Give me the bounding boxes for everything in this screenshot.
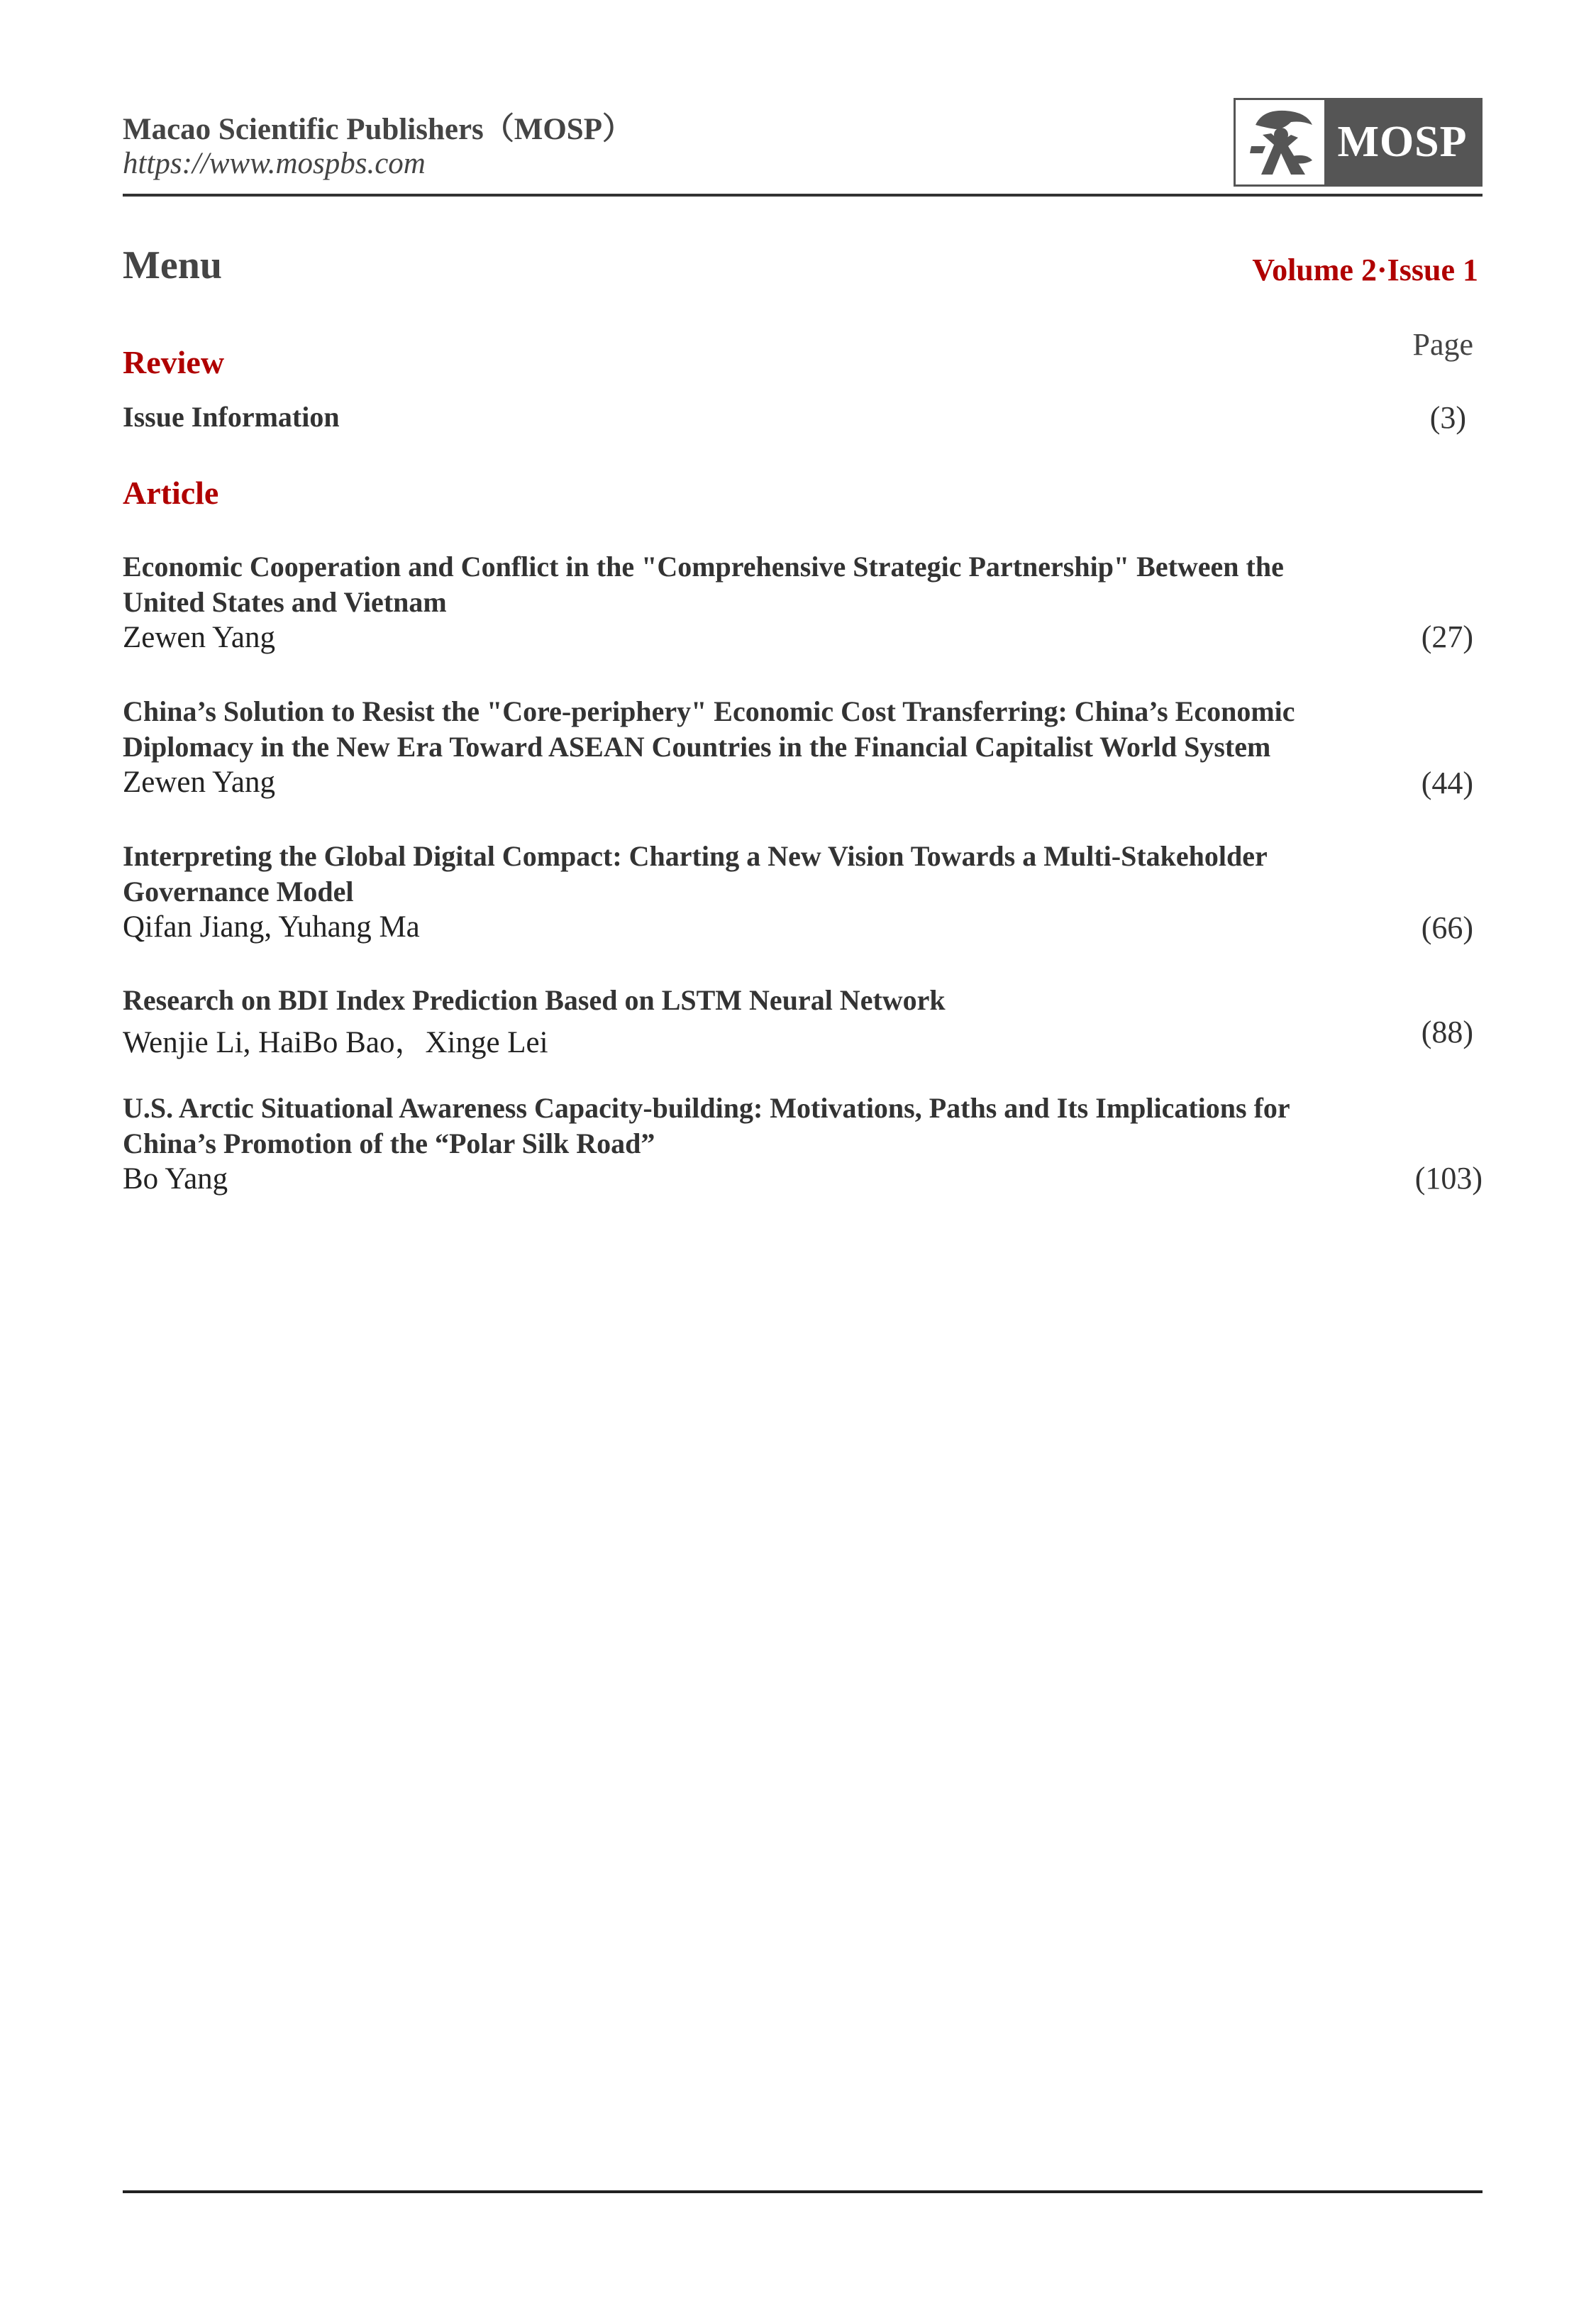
toc-entry-authors: Zewen Yang xyxy=(123,621,275,654)
page-header xyxy=(123,105,1483,192)
toc-entry-page[interactable]: (88) xyxy=(1421,1015,1473,1049)
footer-divider xyxy=(123,2190,1483,2193)
toc-entry-title[interactable]: U.S. Arctic Situational Awareness Capacity-building: Motivations, Paths and Its Implications for China’s Promotion of the “Polar Silk Road” xyxy=(123,1092,1290,1159)
toc-entry-page[interactable]: (103) xyxy=(1414,1161,1483,1196)
toc-entry-authors: Bo Yang xyxy=(123,1162,228,1196)
mosp-figure-logo-icon xyxy=(1236,100,1324,184)
header-divider xyxy=(123,194,1483,197)
toc-entry-page[interactable]: (27) xyxy=(1421,619,1473,654)
logo-text: MOSP xyxy=(1337,118,1468,166)
publisher-url[interactable]: https://www.mospbs.com xyxy=(123,147,426,180)
section-heading-review: Review xyxy=(123,344,225,380)
toc-entry-page[interactable]: (66) xyxy=(1421,910,1473,945)
mosp-logo xyxy=(1234,98,1483,187)
toc-entry-title[interactable]: Interpreting the Global Digital Compact: Charting a New Vision Towards a Multi-Stakeholder Governance Model xyxy=(123,840,1268,907)
toc-entry-title[interactable]: Economic Cooperation and Conflict in the "Comprehensive Strategic Partnership" Between the United States and Vietnam xyxy=(123,551,1284,618)
publisher-name: Macao Scientific Publishers（MOSP） xyxy=(123,113,633,146)
volume-issue-label: Volume 2·Issue 1 xyxy=(1252,253,1478,287)
toc-entry-page[interactable]: (44) xyxy=(1421,766,1473,800)
section-heading-article: Article xyxy=(123,475,219,511)
toc-entry-page[interactable]: (3) xyxy=(1429,400,1466,435)
toc-entry-title[interactable]: Research on BDI Index Prediction Based on LSTM Neural Network xyxy=(123,984,946,1016)
toc-entry-authors: Qifan Jiang, Yuhang Ma xyxy=(123,910,420,944)
page-title: Menu xyxy=(123,243,222,287)
toc-entry-authors: Wenjie Li, HaiBo Bao，Xinge Lei xyxy=(123,1026,548,1059)
toc-entry-title[interactable]: Issue Information xyxy=(123,401,340,433)
toc-entry-title[interactable]: China’s Solution to Resist the "Core-periphery" Economic Cost Transferring: China’s Economic Diplomacy in the New Era Toward ASEAN Countries in the Financial Capitalist World System xyxy=(123,695,1295,763)
page-column-label: Page xyxy=(1412,327,1473,362)
toc-entry-authors: Zewen Yang xyxy=(123,766,275,799)
logo-text-panel xyxy=(1324,100,1480,184)
